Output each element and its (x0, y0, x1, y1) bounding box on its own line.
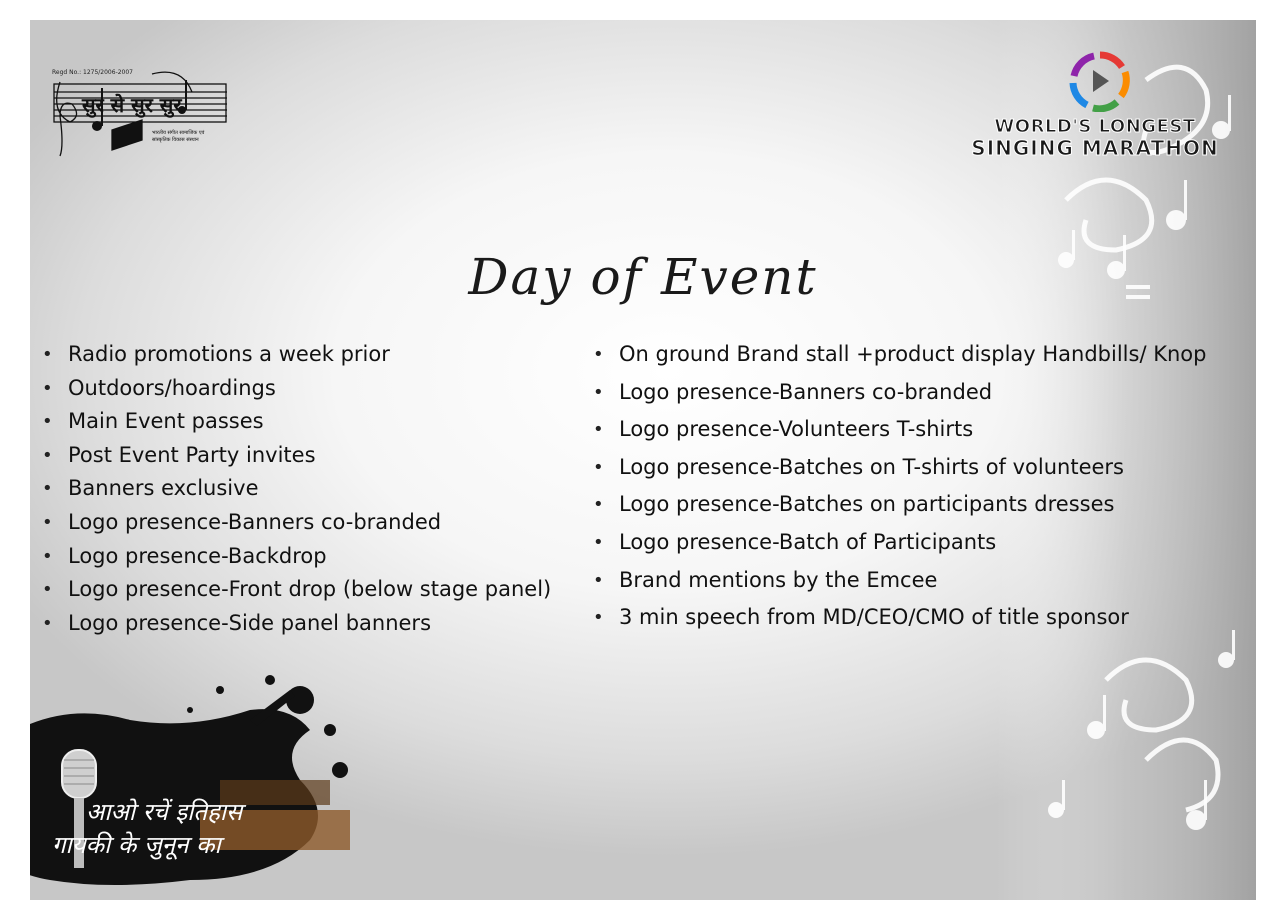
right-bullet-list (593, 336, 1206, 637)
logo-subtitle-1: भारतीय संगीत सामाजिक एवं (152, 130, 205, 136)
list-item: • Brand mentions by the Emcee (593, 562, 1206, 600)
list-item: • 3 min speech from MD/CEO/CMO of title sponsor (593, 599, 1206, 637)
list-item: • Logo presence-Batches on T-shirts of volunteers (593, 449, 1206, 487)
list-item: • Logo presence-Side panel banners (42, 607, 551, 641)
registration-number: Regd No.: 1275/2006-2007 (52, 69, 133, 76)
organization-logo (52, 70, 232, 160)
tagline-line-1: आओ रचें इतिहास (86, 798, 243, 826)
list-item: • Logo presence-Banners co-branded (593, 374, 1206, 412)
page-title: Day of Event (468, 248, 818, 306)
list-item: • Post Event Party invites (42, 439, 551, 473)
logo-subtitle-2: सांस्कृतिक विकास संस्थान (152, 137, 199, 143)
ink-splash-decoration (30, 660, 360, 900)
list-item: • Logo presence-Front drop (below stage panel) (42, 573, 551, 607)
list-item: • Banners exclusive (42, 472, 551, 506)
colorful-ring-emblem-icon (1065, 50, 1135, 112)
list-item: • Outdoors/hoardings (42, 372, 551, 406)
list-item: • Main Event passes (42, 405, 551, 439)
list-item: • Logo presence-Batch of Participants (593, 524, 1206, 562)
list-item: • Logo presence-Banners co-branded (42, 506, 551, 540)
list-item: • On ground Brand stall +product display Handbills/ Knop (593, 336, 1206, 374)
list-item: • Logo presence-Batches on participants dresses (593, 486, 1206, 524)
slide (30, 20, 1256, 900)
left-bullet-list (42, 338, 551, 640)
logo-title: सुर से सुर सुर (82, 93, 182, 117)
list-item: • Radio promotions a week prior (42, 338, 551, 372)
logo-line-2: SINGING MARATHON (971, 136, 1219, 160)
list-item: • Logo presence-Volunteers T-shirts (593, 411, 1206, 449)
worlds-longest-singing-marathon-logo (965, 50, 1225, 180)
list-item: • Logo presence-Backdrop (42, 540, 551, 574)
logo-line-1: WORLD'S LONGEST (994, 116, 1196, 137)
tagline-line-2: गायकी के जुनून का (52, 831, 221, 859)
